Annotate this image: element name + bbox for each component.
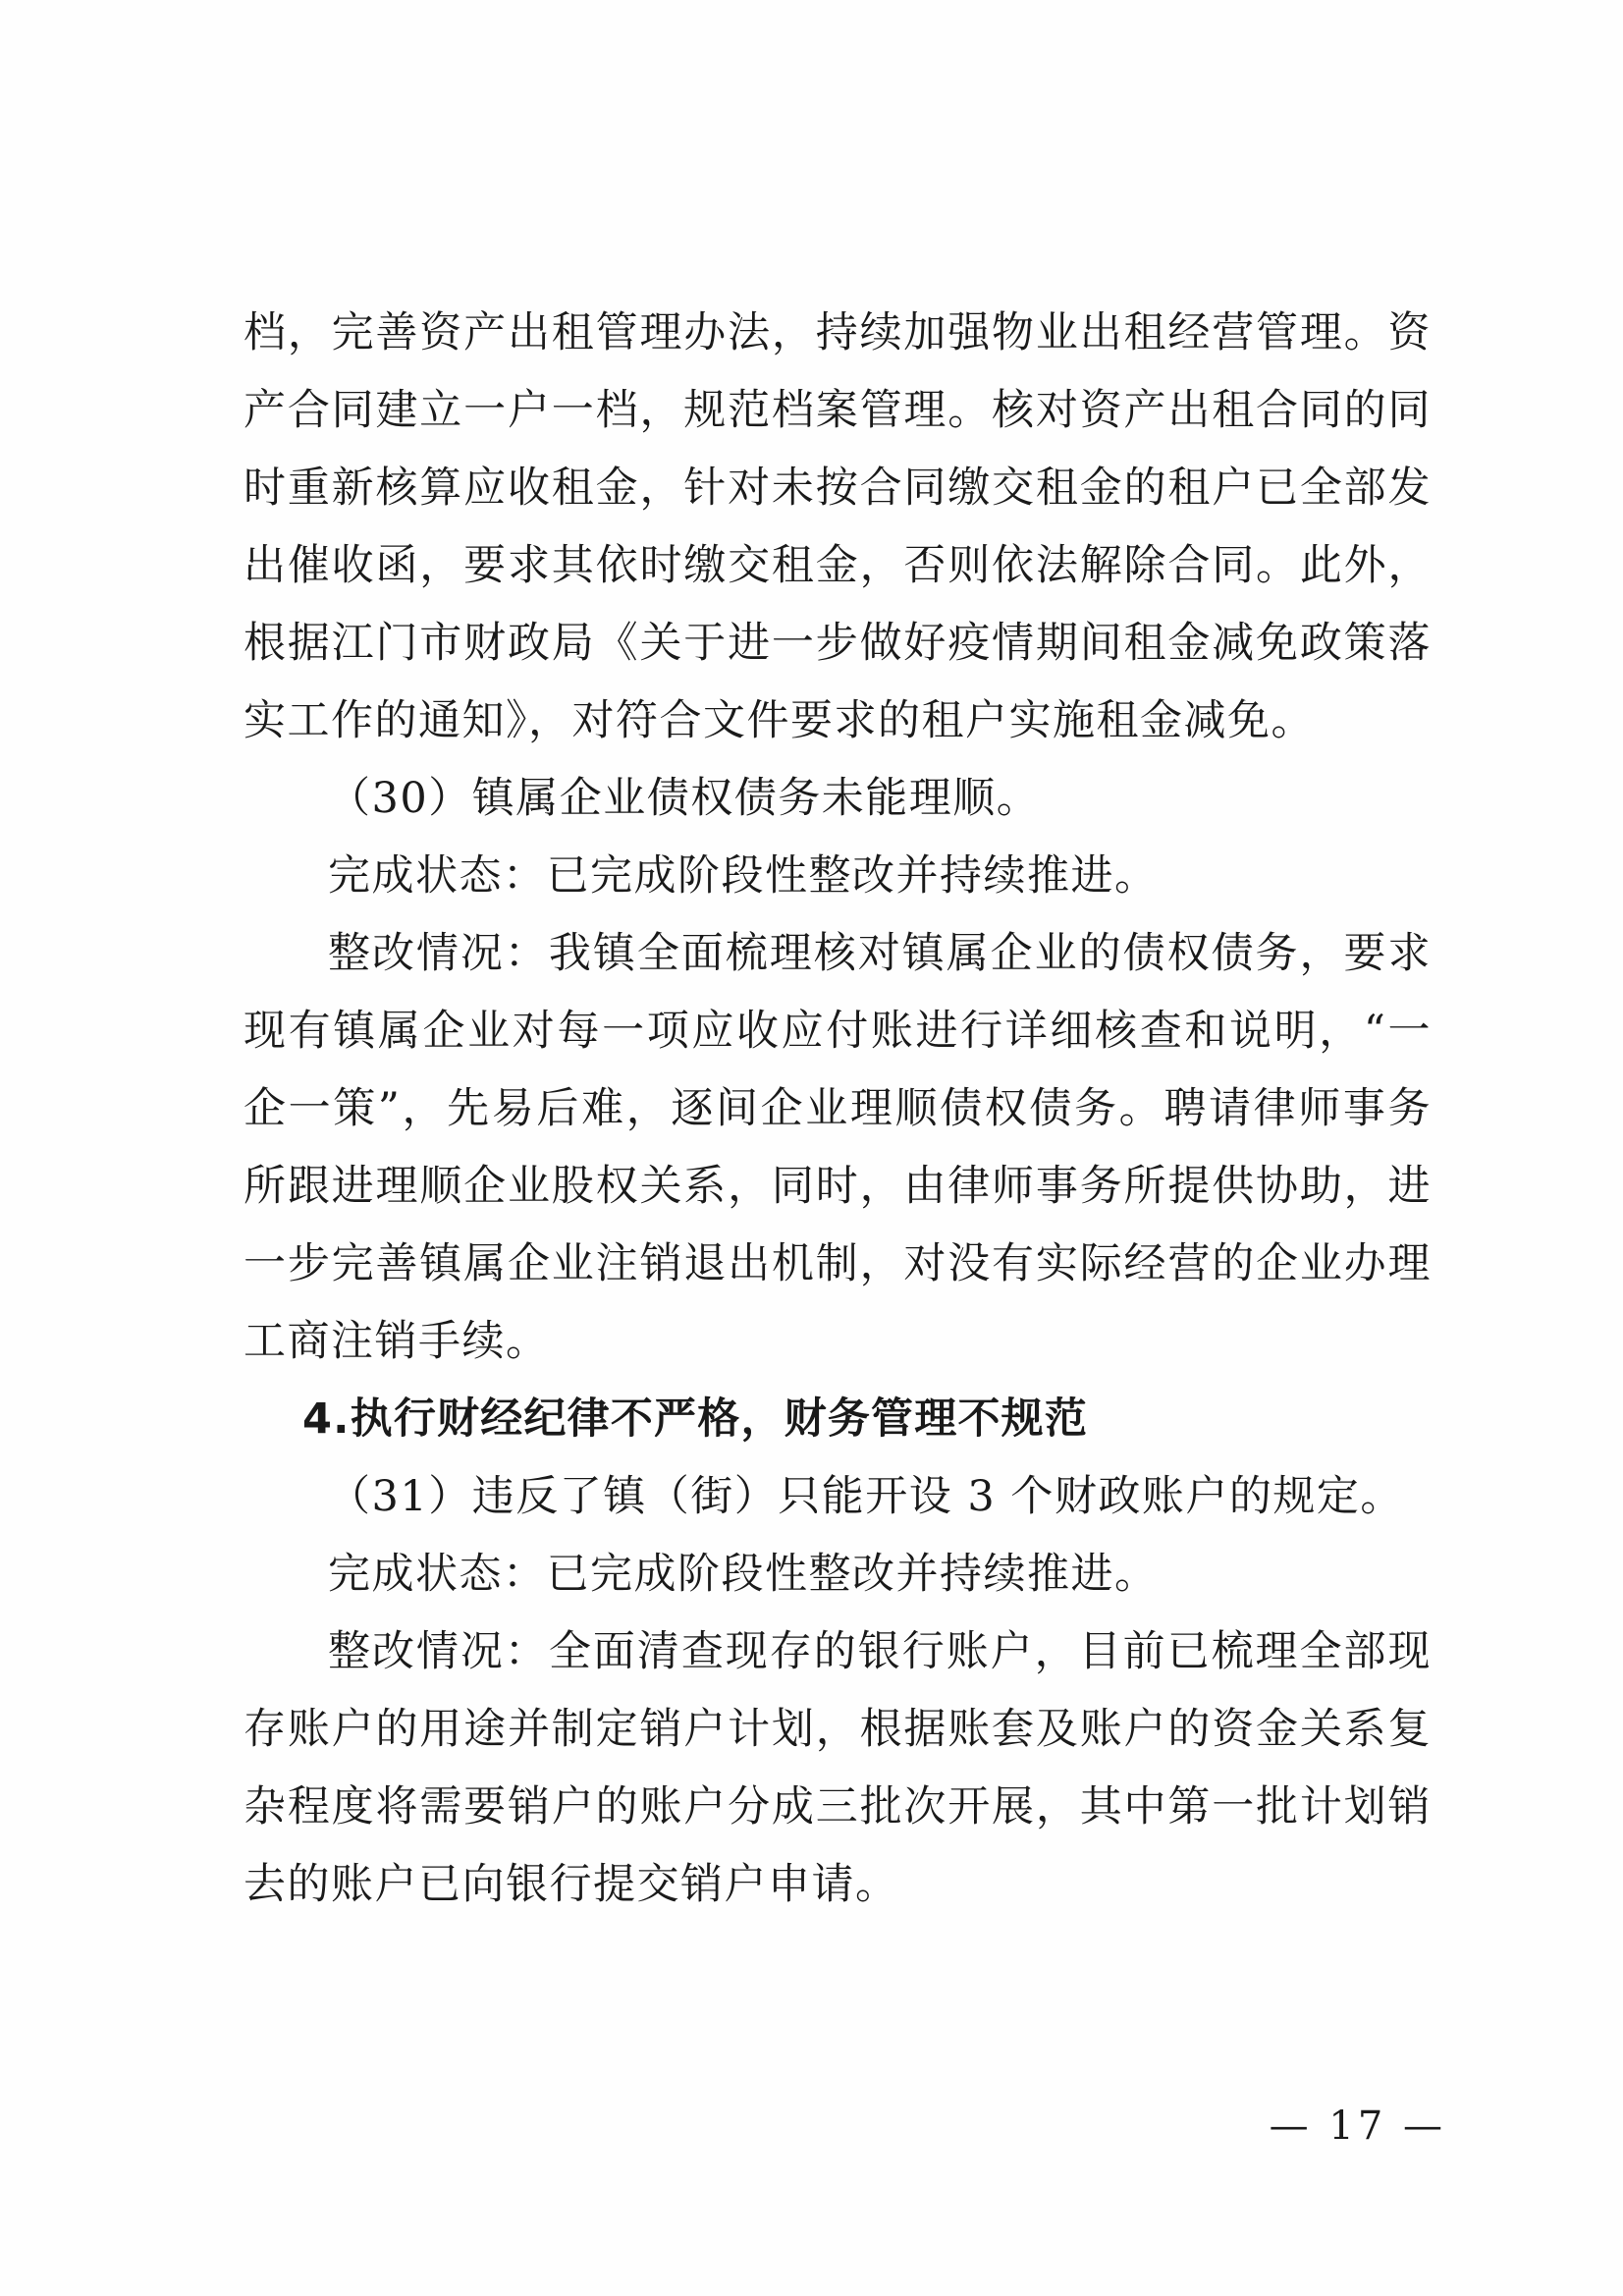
paragraph-item-30-title: （30）镇属企业债权债务未能理顺。: [328, 774, 1041, 823]
paragraph-item-31-status: 完成状态：已完成阶段性整改并持续推进。: [328, 1550, 1159, 1599]
page-number: — 17 —: [1269, 2104, 1446, 2149]
section-heading-4: 4.执行财经纪律不严格，财务管理不规范: [302, 1394, 1089, 1444]
paragraph-item-30-status: 完成状态：已完成阶段性整改并持续推进。: [328, 851, 1159, 901]
paragraph-item-31-title: （31）违反了镇（街）只能开设 3 个财政账户的规定。: [328, 1472, 1404, 1521]
paragraph-asset-rental-management: 档，完善资产出租管理办法，持续加强物业出租经营管理。资产合同建立一户一档，规范档案管理。核对资产出租合同的同时重新核算应收租金，针对未按合同缴交租金的租户已全部发出催收函，要求其依时缴交租金，否则依法解除合同。此外，根据江门市财政局《关于进一步做好疫情期间租金减免政策落实工作的通知》，对符合文件要求的租户实施租金减免。: [243, 308, 1432, 745]
page-body: [243, 295, 1432, 1924]
paragraph-item-31-rectification: 整改情况：全面清查现存的银行账户，目前已梳理全部现存账户的用途并制定销户计划，根据账套及账户的资金关系复杂程度将需要销户的账户分成三批次开展，其中第一批计划销去的账户已向银行提交销户申请。: [243, 1627, 1432, 1909]
paragraph-item-30-rectification: 整改情况：我镇全面梳理核对镇属企业的债权债务，要求现有镇属企业对每一项应收应付账进行详细核查和说明，“一企一策”，先易后难，逐间企业理顺债权债务。聘请律师事务所跟进理顺企业股权关系，同时，由律师事务所提供协助，进一步完善镇属企业注销退出机制，对没有实际经营的企业办理工商注销手续。: [243, 929, 1432, 1366]
